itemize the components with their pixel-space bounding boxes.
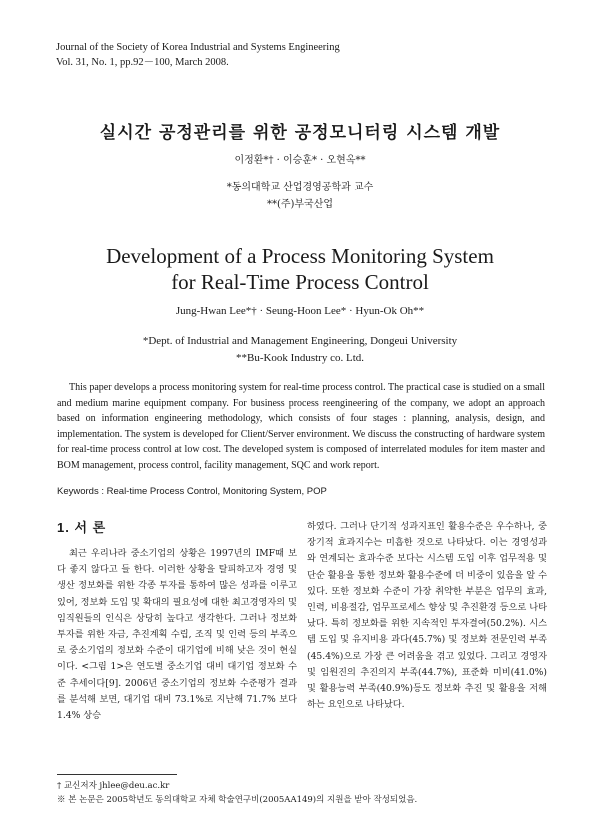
english-title-line-2: for Real-Time Process Control: [171, 270, 429, 294]
korean-title: 실시간 공정관리를 위한 공정모니터링 시스템 개발: [99, 123, 501, 143]
korean-affiliation-2: **(주)부국산업: [266, 199, 334, 210]
journal-issue: Vol. 31, No. 1, pp.92－100, March 2008.: [56, 57, 229, 68]
body-paragraph-right: 하였다. 그러나 단기적 성과지표인 활용수준은 우수하나, 중장기적 효과지수는 미흡한 것으로 나타났다. 이는 경영성과와 연계되는 효과수준 보다는 시스템 도입 이후 업무적용 및 단순 활용을 통한 정보화 활용수준에 더 비중이 있음을 알 수 있다. 또한 정보화 수준이 가장 취약한 부분은 업무의 효과, 인력, 비용절감, 업무프로세스 향상 및 추진환경 등으로 나타났다. 특히 정보화를 위한 지속적인 투자결여(50.2%). 시스템 도입 및 유지비용 과다(45.7%) 및 정보화 전문인력 부족(45.4%)으로 가장 큰 어려움을 겪고 있었다. 그리고 경영자 및 임원진의 추진의지 부족(44.7%), 표준화 미비(41.0%) 및 활용능력 부족(40.9%)등도 정보화 추진 및 활용을 저해하는 요인으로 나타났다.: [307, 521, 547, 711]
korean-affiliations: [0, 179, 600, 213]
section-heading: 1. 서 론: [57, 520, 107, 535]
english-title: [0, 243, 600, 295]
abstract: This paper develops a process monitoring system for real-time process control. The practical case is studied on a small and medium marine equipment company. For business process reengineering of the company, we adopt an approach based on information engineering methodology, which consists of four stages : planning, analysis, design, and implementation. The system is developed for Client/Server environment. We discuss the constructing of hardware system for real-time process control at low cost. The developed system is composed of interrelated modules for item master and BOM management, process control, facility management, SQC and work report.: [57, 382, 545, 471]
korean-affiliation-1: *동의대학교 산업경영공학과 교수: [226, 182, 374, 193]
english-affiliation-2: **Bu-Kook Industry co. Ltd.: [235, 352, 364, 364]
keywords-label: Keywords :: [57, 486, 107, 497]
english-title-line-1: Development of a Process Monitoring System: [106, 244, 494, 268]
english-affiliations: [0, 333, 600, 367]
footnote-corresponding-author: † 교신저자 jhlee@deu.ac.kr: [57, 781, 170, 791]
keywords-text: Real-time Process Control, Monitoring System, POP: [106, 486, 327, 497]
body-column-right: [307, 519, 547, 713]
footnotes: [57, 779, 417, 807]
footnote-funding: ※ 본 논문은 2005학년도 동의대학교 자체 학술연구비(2005AA149)의 지원을 받아 작성되었음.: [57, 795, 418, 805]
english-affiliation-1: *Dept. of Industrial and Management Engineering, Dongeui University: [142, 335, 458, 347]
journal-name: Journal of the Society of Korea Industrial and Systems Engineering: [56, 42, 340, 53]
korean-authors: 이정환*† · 이승훈* · 오현옥**: [234, 155, 366, 166]
body-column-left: [57, 546, 297, 724]
journal-header: [56, 40, 340, 70]
footnote-divider: [57, 774, 177, 775]
keywords: [57, 486, 545, 497]
body-paragraph-left: 최근 우리나라 중소기업의 상황은 1997년의 IMF때 보다 좋지 않다고 들 한다. 이러한 상황을 탈피하고자 경영 및 생산 정보화를 위한 각종 투자를 통하여 많은 성과를 이루고 있어, 정보화 도입 및 확대의 필요성에 대한 최고경영자의 및 임직원들의 인식은 상당히 높다고 생각한다. 그러나 정보화 투자를 위한 자금, 추진계획 수립, 조직 및 인력 등의 부족으로 중소기업의 정보화 수준이 대기업에 비해 낮은 것이 현실이다. <그림 1>은 연도별 중소기업 대비 대기업 정보화 수준 추세이다[9]. 2006년 중소기업의 정보화 수준평가 결과를 분석해 보면, 대기업 대비 73.1%로 지난해 71.7% 보다 1.4% 상승: [57, 548, 297, 722]
english-authors: Jung-Hwan Lee*† · Seung-Hoon Lee* · Hyun-Ok Oh**: [175, 305, 425, 317]
